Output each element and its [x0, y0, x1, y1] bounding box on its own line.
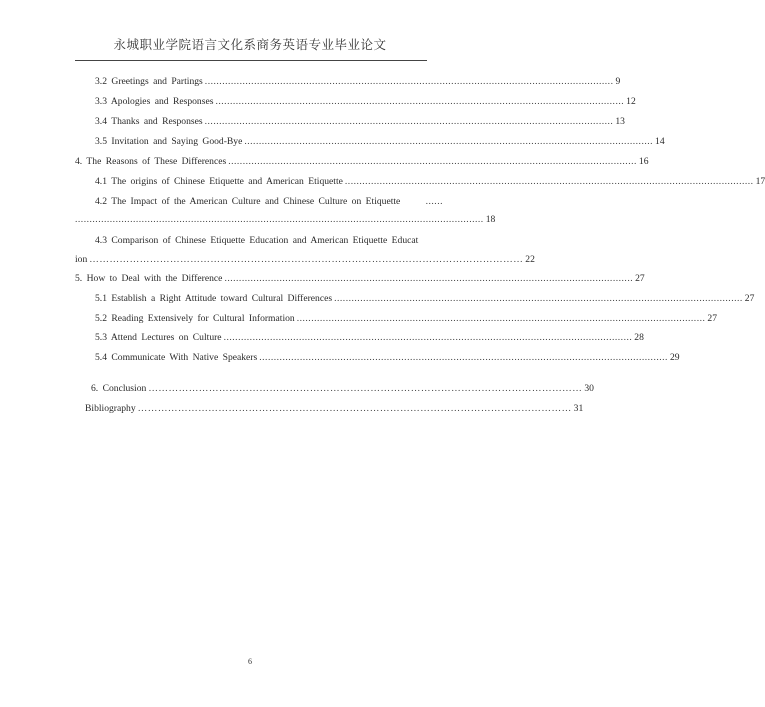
toc-entry-page: 16 [638, 156, 649, 167]
toc-leader-dots: ............................................................................................................................................. [204, 76, 614, 87]
toc-leader-dots: ............................................................................................................................................. [224, 273, 634, 284]
toc-entry [95, 332, 644, 344]
toc-entry-continuation [75, 214, 496, 226]
toc-entry-label: 4.1 The origins of Chinese Etiquette and American Etiquette [95, 176, 343, 187]
toc-entry-page: 14 [655, 136, 665, 147]
toc-leader-dots: ...... [425, 196, 443, 207]
toc-entry-page: 27 [635, 273, 645, 284]
toc-entry [75, 156, 649, 168]
toc-entry [95, 116, 625, 128]
toc-leader-dots: ………………………………………………………………………………………………………………… [137, 403, 572, 414]
toc-entry [95, 136, 665, 148]
toc-entry [75, 273, 645, 285]
toc-entry [95, 96, 636, 108]
toc-leader-dots: ............................................................................................................................................. [334, 293, 743, 304]
toc-leader-dots: ............................................................................................................................................. [204, 116, 614, 127]
toc-leader-dots: ............................................................................................................................................. [244, 136, 654, 147]
toc-leader-dots: ............................................................................................................................................. [215, 96, 625, 107]
toc-leader-dots: ............................................................................................................................................. [344, 176, 754, 187]
toc-entry [85, 403, 584, 415]
toc-entry-label: 3.5 Invitation and Saying Good-Bye [95, 136, 243, 147]
toc-entry-label: 5. How to Deal with the Difference [75, 273, 223, 284]
toc-leader-dots: ………………………………………………………………………………………………………………… [148, 383, 583, 394]
toc-entry-label: 5.2 Reading Extensively for Cultural Information [95, 313, 295, 324]
toc-leader-dots: ............................................................................................................................................. [296, 313, 706, 324]
toc-entry-continuation [75, 254, 535, 266]
toc-entry-page: 27 [707, 313, 717, 324]
toc-entry-page: 12 [626, 96, 636, 107]
toc-entry [95, 293, 755, 305]
page-header-title: 永城职业学院语言文化系商务英语专业毕业论文 [113, 38, 387, 52]
toc-entry-label: 4.3 Comparison of Chinese Etiquette Education and American Etiquette Educat [95, 235, 419, 246]
toc-entry-page: 9 [615, 76, 621, 87]
toc-entry [95, 76, 621, 88]
toc-entry-label: 3.4 Thanks and Responses [95, 116, 203, 127]
toc-entry-page: 22 [525, 254, 535, 265]
toc-entry-page: 27 [744, 293, 755, 304]
toc-entry-label: 5.4 Communicate With Native Speakers [95, 352, 258, 363]
toc-leader-dots: ............................................................................................................................................. [223, 332, 633, 343]
toc-entry [95, 313, 717, 325]
toc-entry-label: 5.3 Attend Lectures on Culture [95, 332, 222, 343]
toc-entry-label: 5.1 Establish a Right Attitude toward Cultural Differences [95, 293, 333, 304]
toc-entry-page: 13 [615, 116, 625, 127]
toc-entry-label: 4.2 The Impact of the American Culture and Chinese Culture on Etiquette [95, 196, 401, 207]
toc-entry-page: 29 [669, 352, 680, 363]
toc-entry [95, 352, 680, 364]
toc-entry-label: 4. The Reasons of These Differences [75, 156, 227, 167]
toc-entry-page: 30 [584, 383, 594, 394]
toc-entry [95, 235, 445, 247]
toc-entry [95, 176, 765, 188]
toc-entry-page: 28 [634, 332, 644, 343]
toc-leader-dots: ............................................................................................................................................. [228, 156, 637, 167]
page-number: 6 [248, 657, 252, 666]
toc-entry-label: 3.2 Greetings and Partings [95, 76, 203, 87]
toc-leader-dots: ………………………………………………………………………………………………………………… [89, 254, 524, 265]
toc-entry-label: ion [75, 254, 88, 265]
toc-entry-page: 31 [573, 403, 584, 414]
toc-entry-page: 17 [755, 176, 765, 187]
toc-leader-dots: ............................................................................................................................................. [259, 352, 668, 363]
toc-leader-dots: ............................................................................................................................................. [75, 214, 484, 225]
header-divider [75, 60, 427, 61]
toc-entry [95, 196, 445, 208]
toc-entry-page: 18 [485, 214, 496, 225]
toc-entry-label: 6. Conclusion [91, 383, 147, 394]
toc-entry [85, 383, 594, 395]
toc-entry-label: Bibliography [85, 403, 136, 414]
toc-entry-label: 3.3 Apologies and Responses [95, 96, 214, 107]
